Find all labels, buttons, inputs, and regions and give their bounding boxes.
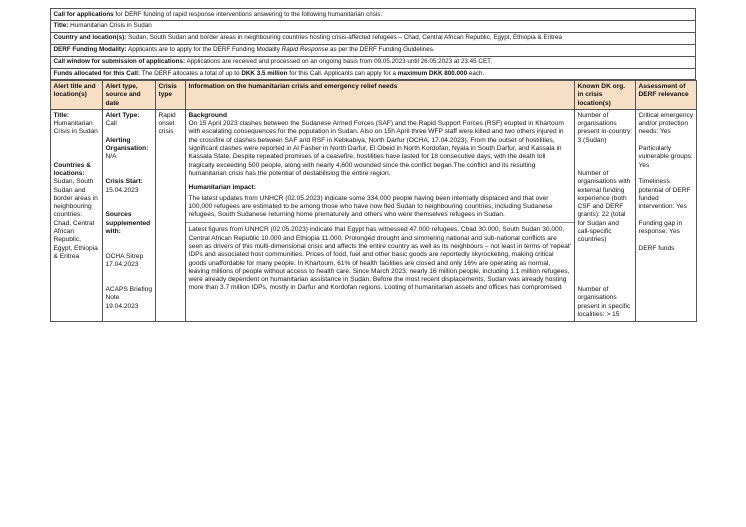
alert-table-header — [51, 81, 697, 110]
background-heading: Background — [188, 111, 227, 119]
modality-label: DERF Funding Modality: — [53, 46, 127, 54]
assess-gap: Funding gap in response: Yes — [638, 219, 683, 235]
alerting-label: Alerting Organisation: — [105, 136, 149, 153]
header-assessment: Assessment of DERF relevance — [636, 81, 697, 110]
impact-heading: Humanitarian impact: — [188, 184, 256, 192]
header-information: Information on the humanitarian crisis and emergency relief needs — [186, 81, 575, 110]
alert-type-label: Alert Type: — [105, 111, 140, 119]
org-present: Number of organisations present in-country: 3 (Sudan) — [577, 111, 633, 144]
funds-max: maximum DKK 800.000 — [397, 70, 468, 78]
title-label-cell: Title: — [53, 111, 70, 119]
assess-derf-funds: DERF funds — [638, 244, 675, 252]
cell-assessment — [636, 110, 697, 321]
title-value-cell: Humanitarian Crisis in Sudan — [53, 120, 98, 136]
window-label: Call window for submission of applications: — [53, 58, 186, 66]
source-acaps: ACAPS Briefing Note 19.04.2023 — [105, 286, 153, 310]
cell-alert-title — [51, 110, 103, 321]
source-ocha: OCHA Sitrep 17.04.2023 — [105, 252, 144, 269]
assess-timeliness: Timeliness potential of DERF funded intervention: Yes — [638, 178, 691, 211]
org-localities: Number of organisations present in specific localities: > 15 — [577, 286, 631, 318]
title-row — [51, 20, 696, 32]
window-value: Applications are received and processed on an ongoing basis from 09.05.2023 until 26.05.2023 at 23:45 CET. — [185, 58, 493, 66]
title-value: Humanitarian Crisis in Sudan — [68, 22, 152, 30]
alert-table — [50, 80, 697, 321]
derf-call-document — [50, 8, 696, 322]
countries-label: Countries & locations: — [53, 161, 91, 177]
funds-post: each. — [467, 70, 485, 78]
header-alert-type: Alert type, source and date — [103, 81, 156, 110]
crisis-start-label: Crisis Start: — [105, 178, 143, 186]
title-label: Title: — [53, 22, 69, 30]
funds-label: Funds allocated for this Call: — [53, 70, 140, 78]
window-row — [51, 56, 696, 68]
funds-total: DKK 3.5 million — [241, 70, 288, 78]
call-text: for DERF funding of rapid response interventions answering to the following humanitarian crisis: — [113, 10, 383, 18]
modality-row — [51, 44, 696, 56]
call-row — [51, 9, 696, 21]
funds-pre: The DERF allocates a total of up to — [139, 70, 242, 78]
impact-para-2: Latest figures from UNHCR (02.05.2023) indicate that Egypt has witnessed 47.000 refugees, Chad 30.000, South Sudan 30.000, Central African Republic 10.000 and Ethiopia 11.000. Prolonged drought and simmering national and sub-national conflicts are seen as drivers of this multi-dimensional crisis and affects the entire country as well as its neighbours – not least in terms of 'repeat' IDPs and associated host communities. Prices of food, fuel and other basic goods are reportedly skyrocketing, making critical goods unaffordable for many people. In Khartoum, 61% of health facilities are closed and only 16% are operating as normal, leaving millions of people without access to health care. Since March 2023, nearly 16 million people, including 1.1 million refugees, were already dependent on humanitarian assistance in Sudan. Before the most recent displacements, Sudan was already hosting more than 3.7 million IDPs, mostly in Darfur and Kordofan regions. Looting of humanitarian assets and offices has compromised — [188, 226, 571, 292]
header-dk-org: Known DK org. in crisis location(s) — [575, 81, 636, 110]
header-crisis-type: Crisis type — [156, 81, 186, 110]
call-info-table — [50, 8, 696, 80]
cell-alert-type — [103, 110, 156, 321]
header-alert-title: Alert title and location(s) — [51, 81, 103, 110]
funds-row — [51, 68, 696, 80]
countries-value: Sudan, South Sudan and border areas in neighbouring countries: Chad, Central African Republic, Egypt, Ethiopia & Eritrea — [53, 178, 98, 260]
cell-crisis-type — [156, 110, 186, 321]
assess-needs: Critical emergency and/or protection needs: Yes — [638, 111, 694, 136]
modality-pre: Applicants are to apply for the DERF Funding Modality — [126, 46, 282, 54]
crisis-start-value: 15.04.2023 — [105, 186, 139, 194]
alerting-value: N/A — [105, 153, 117, 161]
country-row — [51, 32, 696, 44]
cell-dk-org — [575, 110, 636, 321]
cell-information — [186, 110, 575, 321]
funds-mid: for this Call. Applicants can apply for a — [287, 70, 398, 78]
country-label: Country and location(s): — [53, 34, 127, 42]
modality-italic: Rapid Response — [281, 46, 329, 54]
assess-vulnerable: Particularly vulnerable groups: Yes — [638, 145, 693, 169]
background-text: On 15 April 2023 clashes between the Sudanese Armed Forces (SAF) and the Rapid Support Forces (RSF) erupted in Khartoum with escalating consequences for the population in Sudan. Also on 15h April three WFP staff were killed and two others injured in the crossfire of clashes between SAF and RSF in Kebkabiya, North Darfur (OCHA, 17.04.2023). From the outset of hostilities, significant clashes were reported in Al Fasher in North Darfur, El Obeid in North Kordofan, Nyala in South Darfur, and Kassala in Kassala State. Despite repeated promises of a ceasefire, hostilities have lasted for 18 consecutive days, with the death toll tragically exceeding 500 people, along with nearly 4,600 wounded since the conflict began.The conflict and its resulting humanitarian crisis has the potential of destabilising the entire region. — [188, 120, 564, 177]
alert-row — [51, 110, 697, 321]
country-value: Sudan, South Sudan and border areas in neighbouring countries hosting crisis-affected refugees – Chad, Central African Republic, Egypt, Ethiopia & Eritrea — [126, 34, 562, 42]
alert-type-value: Call — [105, 120, 117, 128]
call-label: Call for applications — [53, 10, 114, 18]
impact-para-1: The latest updates from UNHCR (02.05.2023) indicate some 334,000 people having been internally displaced and that over 100,000 refugees are estimated to be among those who have now fled Sudan to neighbouring countries, including Sudanese refugees, South Sudanese returning home prematurely and others who were themselves refugees in Sudan. — [188, 194, 553, 219]
crisis-type-value: Rapid onset crisis — [158, 111, 176, 136]
sources-label: Sources supplemented with: — [105, 211, 151, 235]
org-funding: Number of organisations with external funding experience (both CSF and DERF grants): 22 (total for Sudan and call-specific countries) — [577, 169, 631, 244]
modality-post: as per the DERF Funding Guidelines. — [328, 46, 435, 54]
